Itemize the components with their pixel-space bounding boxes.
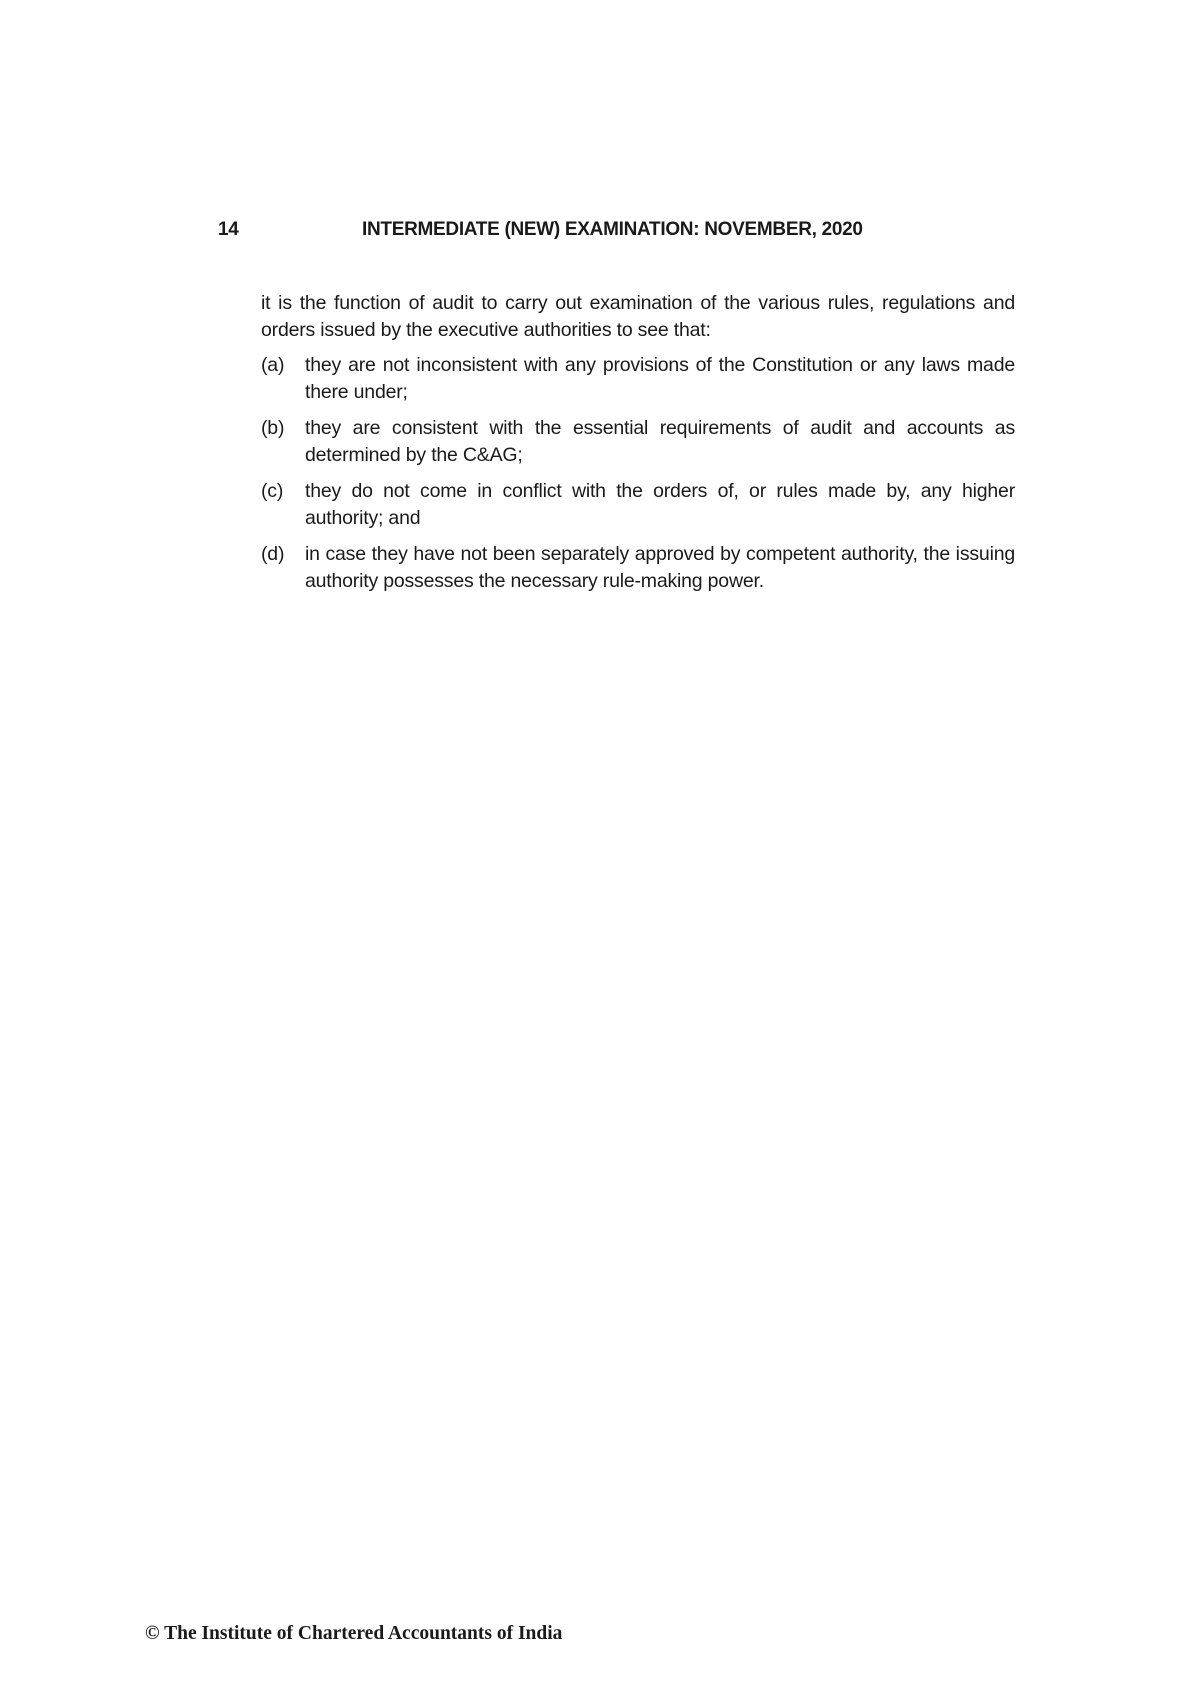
list-item-text: they do not come in conflict with the orders of, or rules made by, any higher authority; and <box>305 480 1015 529</box>
list-item <box>261 478 1015 532</box>
list-item-marker: (c) <box>261 480 284 502</box>
copyright-footer: © The Institute of Chartered Accountants of India <box>145 1623 563 1644</box>
list-item-text: they are consistent with the essential requirements of audit and accounts as determined by the C&AG; <box>305 417 1015 466</box>
list-item <box>261 352 1015 406</box>
intro-paragraph: it is the function of audit to carry out examination of the various rules, regulations and orders issued by the executive authorities to see that: <box>261 292 1015 341</box>
list-item <box>261 541 1015 595</box>
page-number: 14 <box>218 219 239 240</box>
list-item-text: in case they have not been separately approved by competent authority, the issuing authority possesses the necessary rule-making power. <box>305 543 1015 592</box>
list-item-marker: (d) <box>261 543 285 565</box>
list-item-text: they are not inconsistent with any provisions of the Constitution or any laws made there under; <box>305 354 1015 403</box>
conditions-list <box>261 352 1015 604</box>
list-item-marker: (b) <box>261 417 285 439</box>
running-header-title: INTERMEDIATE (NEW) EXAMINATION: NOVEMBER, 2020 <box>362 219 863 240</box>
list-item-marker: (a) <box>261 354 285 376</box>
list-item <box>261 415 1015 469</box>
